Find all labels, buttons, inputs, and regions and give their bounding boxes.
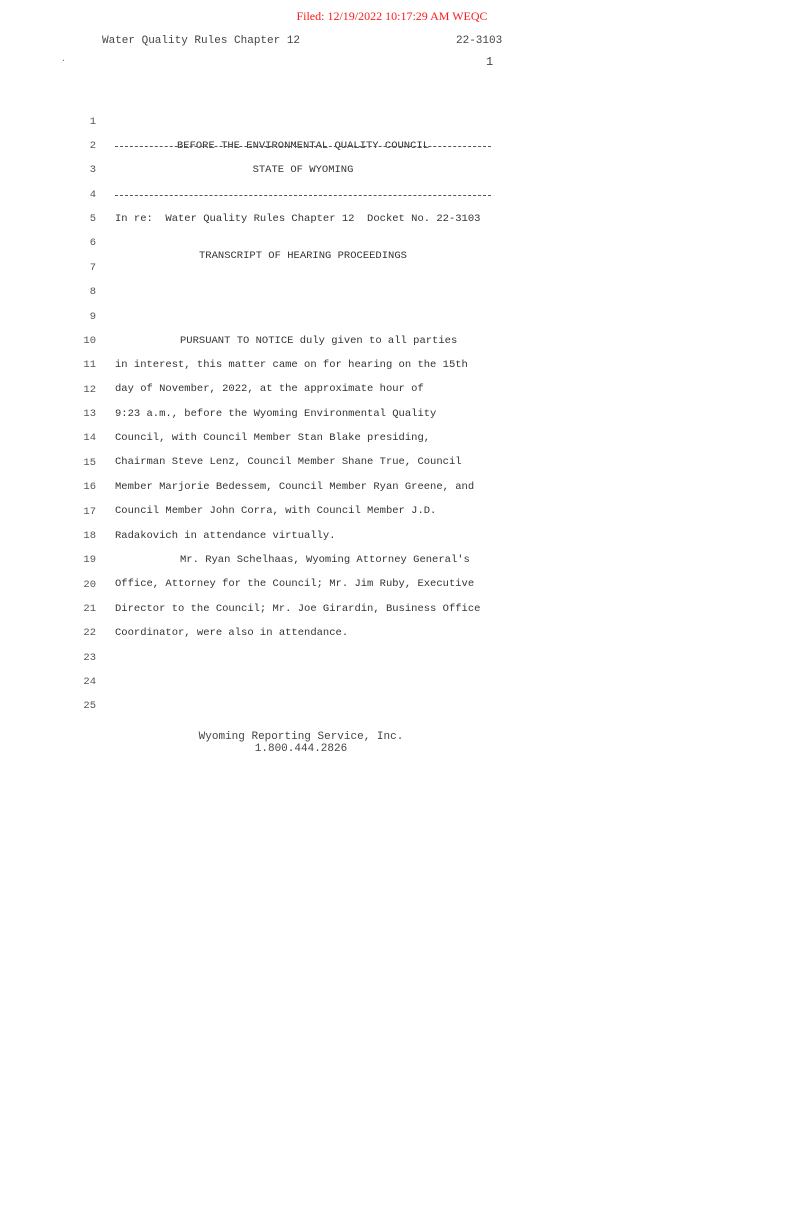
line-number: 1 bbox=[89, 116, 96, 128]
line-number: 24 bbox=[83, 676, 96, 688]
line-text: BEFORE THE ENVIRONMENTAL QUALITY COUNCIL bbox=[176, 140, 430, 152]
dashed-divider bbox=[115, 195, 491, 196]
line-number: 9 bbox=[89, 311, 96, 323]
line-number: 14 bbox=[83, 432, 96, 444]
filed-stamp bbox=[0, 9, 792, 24]
line-text: Coordinator, were also in attendance. bbox=[115, 627, 349, 639]
line-number: 18 bbox=[83, 530, 96, 542]
line-text: STATE OF WYOMING bbox=[252, 164, 354, 176]
line-number: 2 bbox=[89, 140, 96, 152]
line-number: 19 bbox=[83, 554, 96, 566]
transcript-line bbox=[0, 232, 792, 274]
line-number: 25 bbox=[83, 700, 96, 712]
line-number: 11 bbox=[83, 359, 96, 371]
transcript-line bbox=[0, 256, 792, 298]
header-title: Water Quality Rules Chapter 12 bbox=[102, 35, 301, 47]
transcript-line bbox=[0, 86, 792, 152]
line-number: 13 bbox=[83, 408, 96, 420]
section-title: TRANSCRIPT OF HEARING PROCEEDINGS bbox=[199, 250, 407, 262]
transcript-line bbox=[0, 646, 792, 688]
line-number: 17 bbox=[83, 506, 96, 518]
line-number: 10 bbox=[83, 335, 96, 347]
line-text: Member Marjorie Bedessem, Council Member Ryan Greene, and bbox=[115, 481, 475, 493]
transcript-line bbox=[0, 622, 792, 664]
line-number: 6 bbox=[89, 237, 96, 249]
line-text: Radakovich in attendance virtually. bbox=[115, 530, 336, 542]
line-text: Director to the Council; Mr. Joe Girardin, Business Office bbox=[115, 603, 481, 615]
line-text: day of November, 2022, at the approximate hour of bbox=[115, 383, 424, 395]
line-number: 22 bbox=[83, 627, 96, 639]
header-docket-number: 22-3103 bbox=[456, 35, 503, 47]
line-text: 9:23 a.m., before the Wyoming Environmental Quality bbox=[115, 408, 437, 420]
footer bbox=[0, 731, 602, 755]
line-number: 21 bbox=[83, 603, 96, 615]
stray-mark: . bbox=[61, 55, 66, 64]
transcript-line bbox=[0, 159, 792, 225]
dashed-divider bbox=[115, 146, 491, 147]
footer-phone: 1.800.444.2826 bbox=[254, 743, 348, 755]
line-number: 16 bbox=[83, 481, 96, 493]
line-text: In re: Water Quality Rules Chapter 12 Docket No. 22-3103 bbox=[115, 213, 481, 225]
line-number: 4 bbox=[89, 189, 96, 201]
line-number: 12 bbox=[83, 384, 96, 396]
line-number: 5 bbox=[89, 213, 96, 225]
line-text: Mr. Ryan Schelhaas, Wyoming Attorney General's bbox=[180, 554, 470, 566]
line-text: in interest, this matter came on for hearing on the 15th bbox=[115, 359, 468, 371]
line-text: Chairman Steve Lenz, Council Member Shane True, Council bbox=[115, 456, 462, 468]
footer-company: Wyoming Reporting Service, Inc. bbox=[198, 731, 404, 743]
line-number: 7 bbox=[89, 262, 96, 274]
line-number: 15 bbox=[83, 457, 96, 469]
line-text: Council, with Council Member Stan Blake presiding, bbox=[115, 432, 431, 444]
line-text: PURSUANT TO NOTICE duly given to all parties bbox=[180, 335, 458, 347]
filed-stamp-text: Filed: 12/19/2022 10:17:29 AM WEQC bbox=[296, 9, 488, 23]
line-text: Council Member John Corra, with Council Member J.D. bbox=[115, 505, 437, 517]
line-text: Office, Attorney for the Council; Mr. Jim Ruby, Executive bbox=[115, 578, 475, 590]
transcript-line bbox=[0, 670, 792, 712]
line-number: 23 bbox=[83, 652, 96, 664]
line-number: 3 bbox=[89, 164, 96, 176]
line-number: 8 bbox=[89, 286, 96, 298]
page-number: 1 bbox=[486, 55, 494, 69]
line-number: 20 bbox=[83, 579, 96, 591]
